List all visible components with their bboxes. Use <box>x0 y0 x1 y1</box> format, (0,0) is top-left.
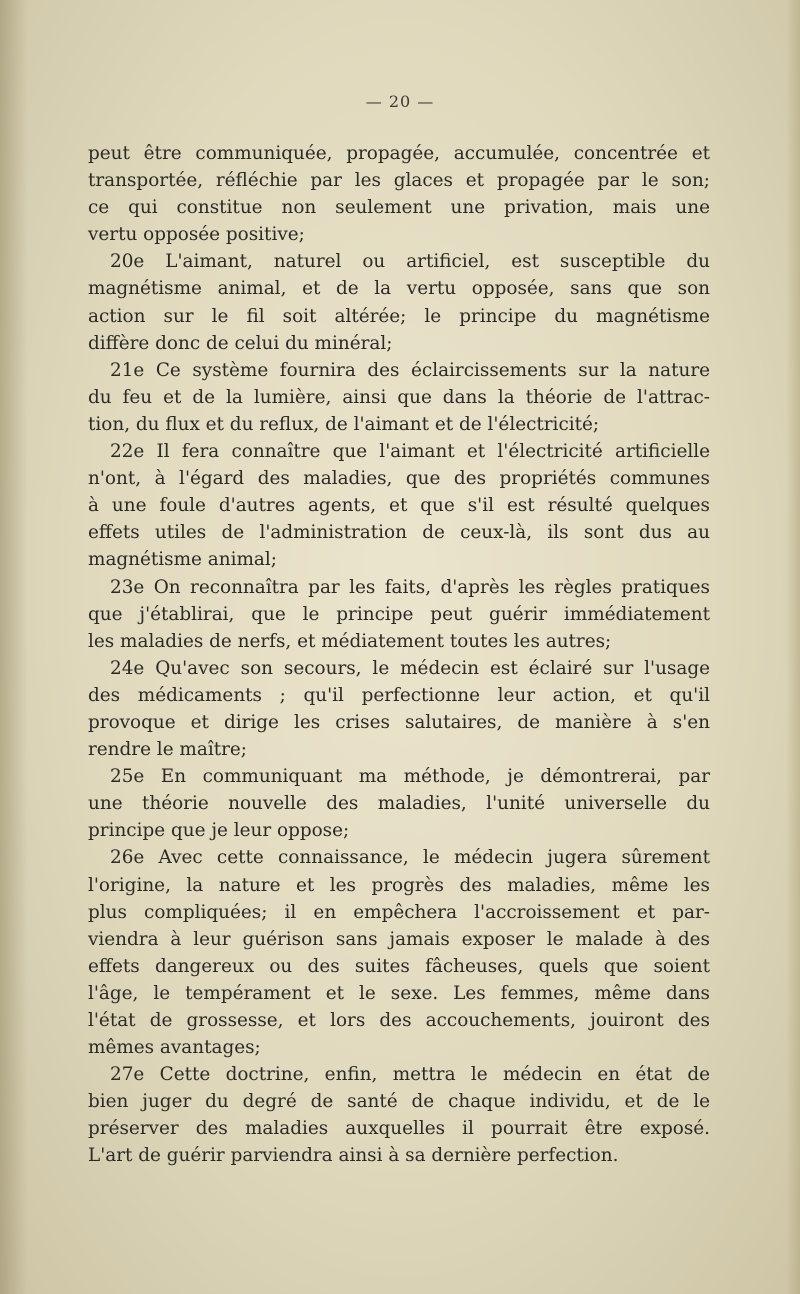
text-line: l'origine, la nature et les progrès des maladies, même les <box>88 874 710 896</box>
text-line: 20e L'aimant, naturel ou artificiel, est susceptible du <box>110 251 710 273</box>
text-line: tion, du flux et du reflux, de l'aimant et de l'électricité; <box>88 413 600 435</box>
body-text <box>88 140 710 1170</box>
text-line: transportée, réfléchie par les glaces et propagée par le son; <box>88 170 710 192</box>
text-line: mêmes avantages; <box>88 1037 261 1059</box>
text-line: viendra à leur guérison sans jamais exposer le malade à des <box>88 928 710 950</box>
text-line: des médicaments ; qu'il perfectionne leur action, et qu'il <box>88 684 710 706</box>
text-line: plus compliquées; il en empêchera l'accroissement et par- <box>88 901 710 923</box>
text-line: diffère donc de celui du minéral; <box>88 332 393 354</box>
text-line: une théorie nouvelle des maladies, l'unité universelle du <box>88 793 710 815</box>
text-line: magnétisme animal, et de la vertu opposée, sans que son <box>88 278 710 300</box>
text-line: ce qui constitue non seulement une privation, mais une <box>88 197 710 219</box>
text-line: l'âge, le tempérament et le sexe. Les femmes, même dans <box>88 982 710 1004</box>
text-line: 22e Il fera connaître que l'aimant et l'électricité artificielle <box>110 441 710 463</box>
text-line: 24e Qu'avec son secours, le médecin est éclairé sur l'usage <box>110 657 710 679</box>
text-line: 25e En communiquant ma méthode, je démontrerai, par <box>110 766 710 788</box>
text-line: 27e Cette doctrine, enfin, mettra le médecin en état de <box>110 1064 710 1086</box>
page-edge-shadow <box>786 0 800 1294</box>
page-spine-shadow <box>0 0 28 1294</box>
text-line: du feu et de la lumière, ainsi que dans la théorie de l'attrac- <box>88 386 710 408</box>
text-line: 26e Avec cette connaissance, le médecin jugera sûrement <box>110 847 710 869</box>
text-line: peut être communiquée, propagée, accumulée, concentrée et <box>88 143 710 164</box>
text-line: à une foule d'autres agents, et que s'il est résulté quelques <box>88 495 710 517</box>
page-number: — 20 — <box>365 92 435 111</box>
text-line: 21e Ce système fournira des éclaircissements sur la nature <box>110 359 710 381</box>
text-line: principe que je leur oppose; <box>88 820 350 842</box>
text-line: rendre le maître; <box>88 739 247 761</box>
text-line: vertu opposée positive; <box>88 224 305 246</box>
text-line: magnétisme animal; <box>88 549 277 571</box>
text-line: préserver des maladies auxquelles il pourrait être exposé. <box>88 1118 710 1140</box>
text-line: n'ont, à l'égard des maladies, que des propriétés communes <box>88 468 710 490</box>
text-line: les maladies de nerfs, et médiatement toutes les autres; <box>88 630 612 652</box>
text-line: 23e On reconnaîtra par les faits, d'après les règles pratiques <box>110 576 710 598</box>
text-line: effets utiles de l'administration de ceux-là, ils sont dus au <box>88 522 710 544</box>
text-line: L'art de guérir parviendra ainsi à sa dernière perfection. <box>88 1145 619 1167</box>
text-line: que j'établirai, que le principe peut guérir immédiatement <box>88 603 710 625</box>
text-line: bien juger du degré de santé de chaque individu, et de le <box>88 1091 710 1113</box>
text-line: effets dangereux ou des suites fâcheuses, quels que soient <box>88 955 710 977</box>
text-line: l'état de grossesse, et lors des accouchements, jouiront des <box>88 1010 710 1031</box>
text-line: action sur le fil soit altérée; le principe du magnétisme <box>88 305 710 327</box>
text-line: provoque et dirige les crises salutaires, de manière à s'en <box>88 711 710 733</box>
